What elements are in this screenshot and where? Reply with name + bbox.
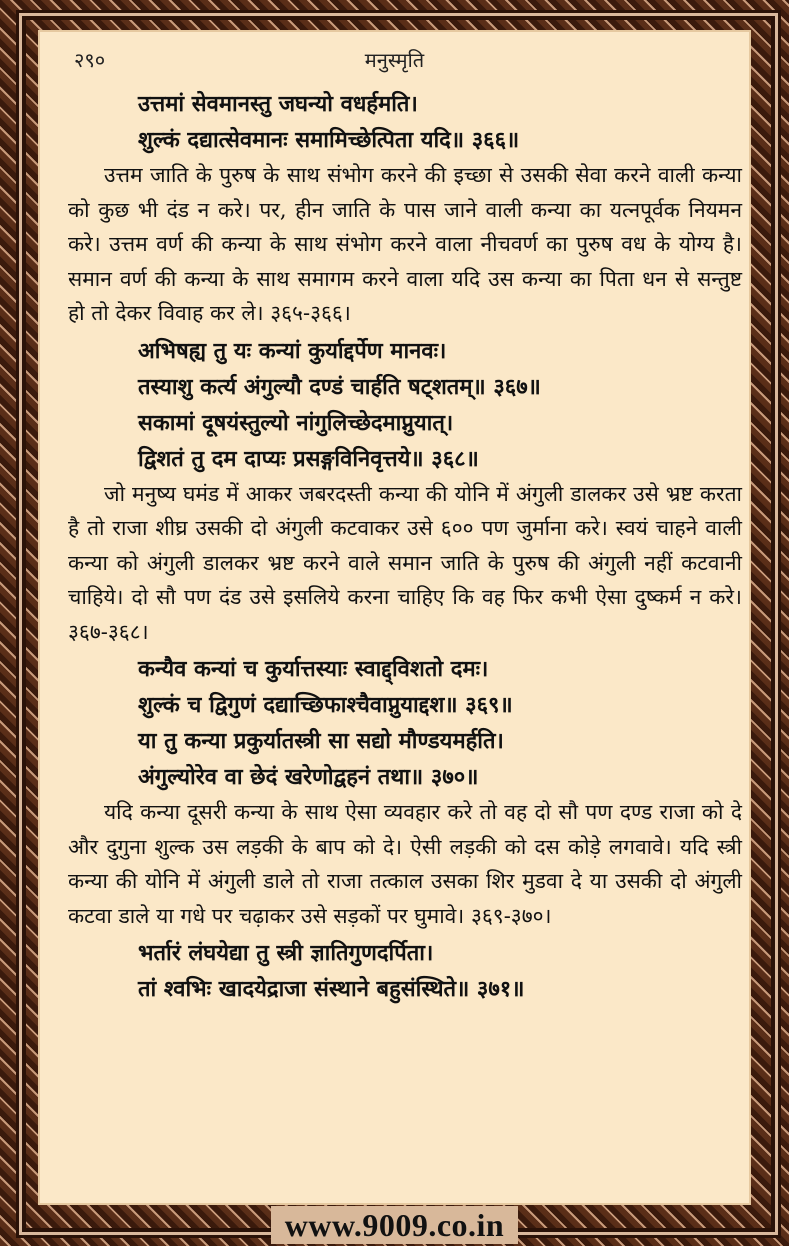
verse-line: द्विशतं तु दम दाप्यः प्रसङ्गविनिवृत्तये॥ ३६८॥ <box>138 445 479 472</box>
verse-line: उत्तमां सेवमानस्तु जघन्यो वधर्हमति। <box>138 91 418 117</box>
verse-line: तस्याशु कर्त्य अंगुल्यौ दण्डं चार्हति षट्शतम्॥ ३६७॥ <box>138 373 541 400</box>
commentary-paragraph-2: जो मनुष्य घमंड में आकर जबरदस्ती कन्या की योनि में अंगुली डालकर उसे भ्रष्ट करता है तो राजा शीघ्र उसकी दो अंगुली कटवाकर उसे ६०० पण जुर्माना करे। स्वयं चाहने वाली कन्या को अंगुली डालकर भ्रष्ट करने वाले समान जाति के पुरुष की अंगुली नहीं कटवानी चाहिये। दो सौ पण दंड उसे इसलिये करना चाहिए कि वह फिर कभी ऐसा दुष्कर्म न करे। ३६७-३६८। <box>68 481 742 644</box>
website-link[interactable]: www.9009.co.in <box>271 1206 518 1244</box>
verse-line: शुल्कं च द्विगुणं दद्याच्छिफाश्चैवाप्नुयाद्दश॥ ३६९॥ <box>138 692 513 718</box>
page-header <box>38 46 751 76</box>
verse-block-4 <box>76 935 726 1007</box>
verse-line: अंगुल्योरेव वा छेदं खरेणोद्वहनं तथा॥ ३७०॥ <box>138 764 479 790</box>
commentary-paragraph-1: उत्तम जाति के पुरुष के साथ संभोग करने की इच्छा से उसकी सेवा करने वाली कन्या को कुछ भी दंड न करे। पर, हीन जाति के पास जाने वाली कन्या का यत्नपूर्वक नियमन करे। उत्तम वर्ण की कन्या के साथ संभोग करने वाला नीचवर्ण का पुरुष वध के योग्य है। समान वर्ण की कन्या के साथ समागम करने वाला यदि उस कन्या का पिता धन से सन्तुष्ट हो तो देकर विवाह कर ले। ३६५-३६६। <box>68 163 742 325</box>
page-number: २९० <box>74 48 106 72</box>
verse-line: भर्तारं लंघयेद्या तु स्त्री ज्ञातिगुणदर्पिता। <box>138 940 434 966</box>
verse-block-3 <box>76 651 726 795</box>
verse-block-2 <box>76 333 726 477</box>
verse-block-1 <box>76 86 726 158</box>
verse-line: या तु कन्या प्रकुर्यातस्त्री सा सद्यो मौण्डयमर्हति। <box>138 728 504 754</box>
verse-line: तां श्वभिः खादयेद्राजा संस्थाने बहुसंस्थिते॥ ३७१॥ <box>138 976 525 1002</box>
page-content <box>68 86 742 1007</box>
verse-line: कन्यैव कन्यां च कुर्यात्तस्याः स्वाद्द्विशतो दमः। <box>138 656 489 682</box>
page-footer <box>0 1206 789 1246</box>
book-title: मनुस्मृति <box>364 48 425 72</box>
verse-line: शुल्कं दद्यात्सेवमानः समामिच्छेत्पिता यदि॥ ३६६॥ <box>138 127 520 153</box>
verse-line: सकामां दूषयंस्तुल्यो नांगुलिच्छेदमाप्नुयात्। <box>138 409 454 436</box>
verse-line: अभिषह्य तु यः कन्यां कुर्याद्दर्पेण मानवः। <box>138 337 447 364</box>
commentary-paragraph-3: यदि कन्या दूसरी कन्या के साथ ऐसा व्यवहार करे तो वह दो सौ पण दण्ड राजा को दे और दुगुना शुल्क उस लड़की के बाप को दे। ऐसी लड़की को दस कोड़े लगवावे। यदि स्त्री कन्या की योनि में अंगुली डाले तो राजा तत्काल उसका शिर मुडवा दे या उसकी दो अंगुली कटवा डाले या गधे पर चढ़ाकर उसे सड़कों पर घुमावे। ३६९-३७०। <box>68 800 742 928</box>
